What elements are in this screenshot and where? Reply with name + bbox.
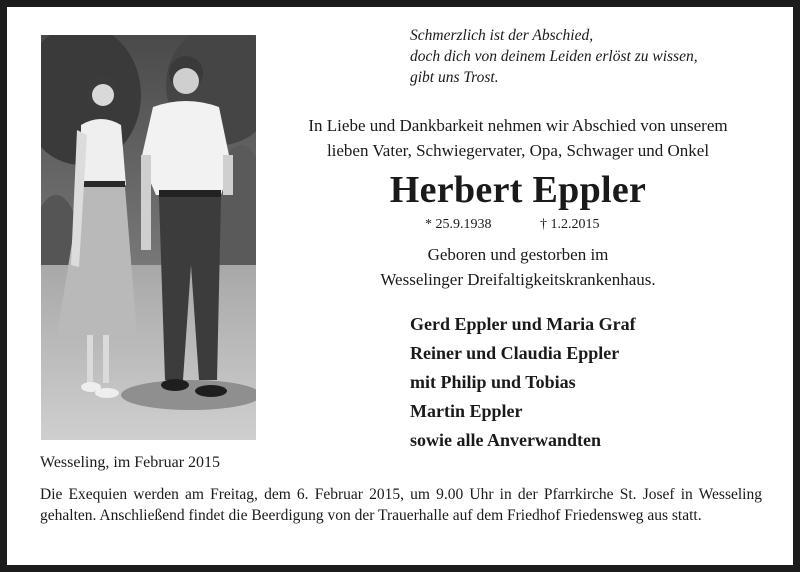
mourner-entry: Reiner und Claudia Eppler (410, 343, 620, 363)
mourner-entry: Martin Eppler (410, 401, 523, 421)
place-date: Wesseling, im Februar 2015 (40, 454, 221, 471)
poem-line: gibt uns Trost. (410, 69, 499, 86)
intro-line: lieben Vater, Schwiegervater, Opa, Schwager und Onkel (326, 141, 710, 160)
mourner-entry: Gerd Eppler und Maria Graf (410, 314, 636, 334)
couple-photo (41, 35, 256, 440)
deceased-name: Herbert Eppler (389, 169, 647, 211)
intro-line: In Liebe und Dankbarkeit nehmen wir Abschied von unserem (308, 116, 728, 135)
funeral-notice: Die Exequien werden am Freitag, dem 6. Februar 2015, um 9.00 Uhr in der Pfarrkirche St. Josef in Wesseling gehalten. Anschließend findet die Beerdigung von der Trauerhalle auf dem Friedhof Friedensweg aus statt. (40, 486, 762, 524)
mourners-list (410, 310, 770, 455)
poem-line: doch dich von deinem Leiden erlöst zu wissen, (410, 48, 698, 65)
birthplace-text (268, 242, 768, 292)
birthplace-line: Wesselinger Dreifaltigkeitskrankenhaus. (380, 270, 656, 289)
birthplace-line: Geboren und gestorben im (427, 245, 609, 264)
farewell-intro (268, 113, 768, 163)
mourner-entry: sowie alle Anverwandten (410, 430, 601, 450)
mourner-entry: mit Philip und Tobias (410, 372, 576, 392)
memorial-poem (410, 25, 780, 88)
death-date: † 1.2.2015 (540, 217, 600, 232)
poem-line: Schmerzlich ist der Abschied, (410, 27, 594, 44)
birth-date: * 25.9.1938 (425, 217, 492, 232)
